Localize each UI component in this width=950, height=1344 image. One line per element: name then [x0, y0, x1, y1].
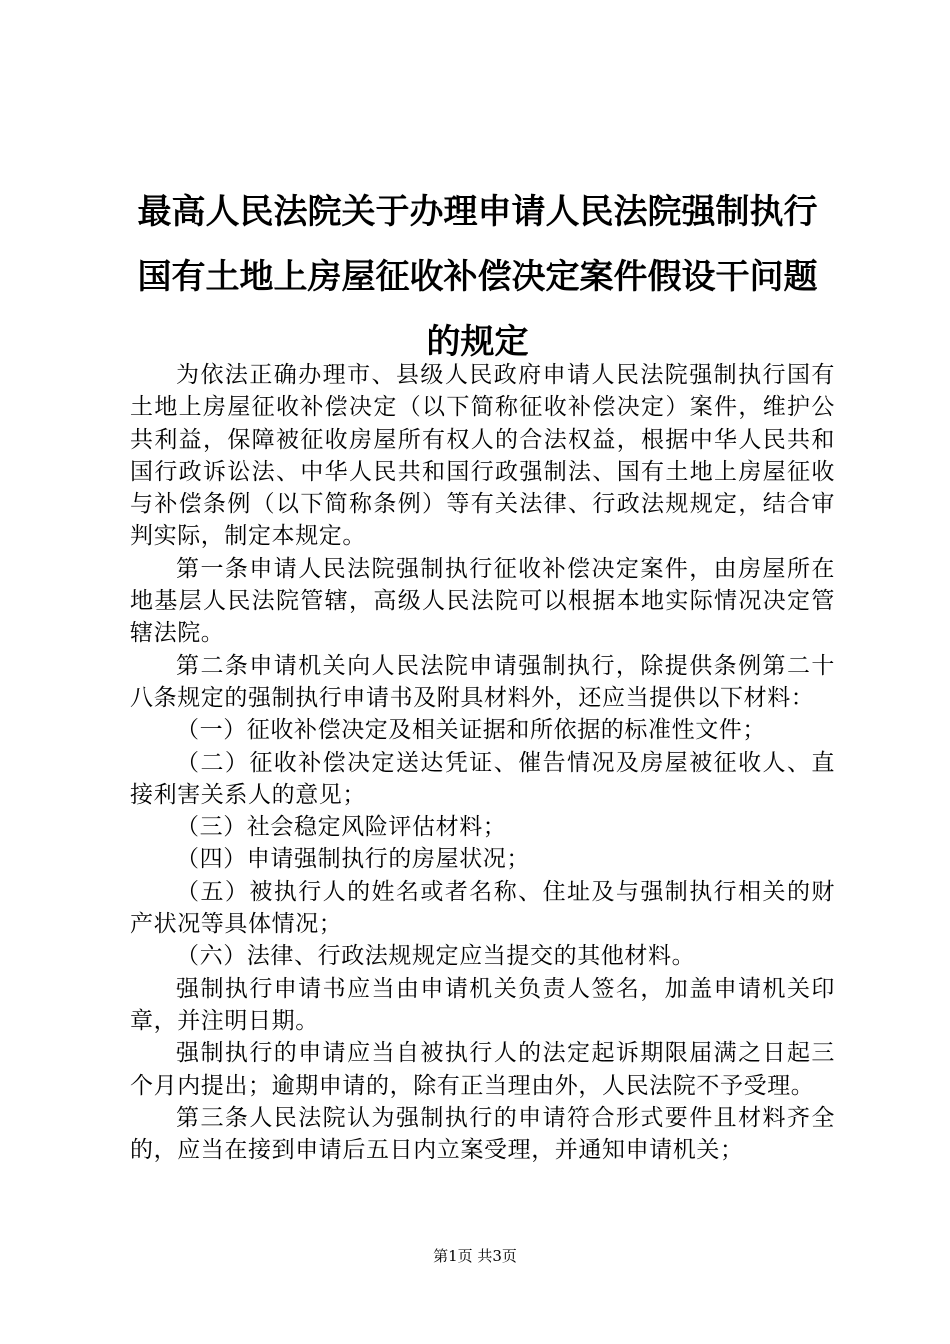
title-line-1: 最高人民法院关于办理申请人民法院强制执行 — [137, 192, 818, 232]
deadline-paragraph: 强制执行的申请应当自被执行人的法定起诉期限届满之日起三个月内提出；逾期申请的，除有正当理由外，人民法院不予受理。 — [130, 1040, 835, 1099]
signature-requirement-paragraph: 强制执行申请书应当由申请机关负责人签名，加盖申请机关印章，并注明日期。 — [130, 975, 835, 1034]
document-title — [120, 180, 835, 375]
list-item-1: （一）征收补偿决定及相关证据和所依据的标准性文件； — [176, 717, 766, 744]
list-item-4: （四）申请强制执行的房屋状况； — [176, 846, 530, 873]
article-3-paragraph: 第三条人民法院认为强制执行的申请符合形式要件且材料齐全的，应当在接到申请后五日内立案受理，并通知申请机关； — [130, 1104, 835, 1164]
document-body — [130, 359, 835, 1166]
preamble-paragraph: 为依法正确办理市、县级人民政府申请人民法院强制执行国有土地上房屋征收补偿决定（以下简称征收补偿决定）案件，维护公共利益，保障被征收房屋所有权人的合法权益，根据中华人民共和国行政诉讼法、中华人民共和国行政强制法、国有土地上房屋征收与补偿条例（以下简称条例）等有关法律、行政法规规定，结合审判实际，制定本规定。 — [130, 362, 835, 550]
title-line-2: 国有土地上房屋征收补偿决定案件假设干问题 — [137, 257, 818, 297]
page-number-footer: 第1页 共3页 — [433, 1247, 517, 1265]
list-item-2: （二）征收补偿决定送达凭证、催告情况及房屋被征收人、直接利害关系人的意见； — [130, 749, 835, 808]
list-item-3: （三）社会稳定风险评估材料； — [176, 814, 507, 841]
list-item-5: （五）被执行人的姓名或者名称、住址及与强制执行相关的财产状况等具体情况； — [130, 878, 835, 938]
title-line-3: 的规定 — [426, 322, 529, 362]
article-2-paragraph: 第二条申请机关向人民法院申请强制执行，除提供条例第二十八条规定的强制执行申请书及附具材料外，还应当提供以下材料： — [130, 652, 835, 711]
article-1-paragraph: 第一条申请人民法院强制执行征收补偿决定案件，由房屋所在地基层人民法院管辖，高级人民法院可以根据本地实际情况决定管辖法院。 — [130, 555, 835, 647]
list-item-6: （六）法律、行政法规规定应当提交的其他材料。 — [176, 943, 696, 970]
